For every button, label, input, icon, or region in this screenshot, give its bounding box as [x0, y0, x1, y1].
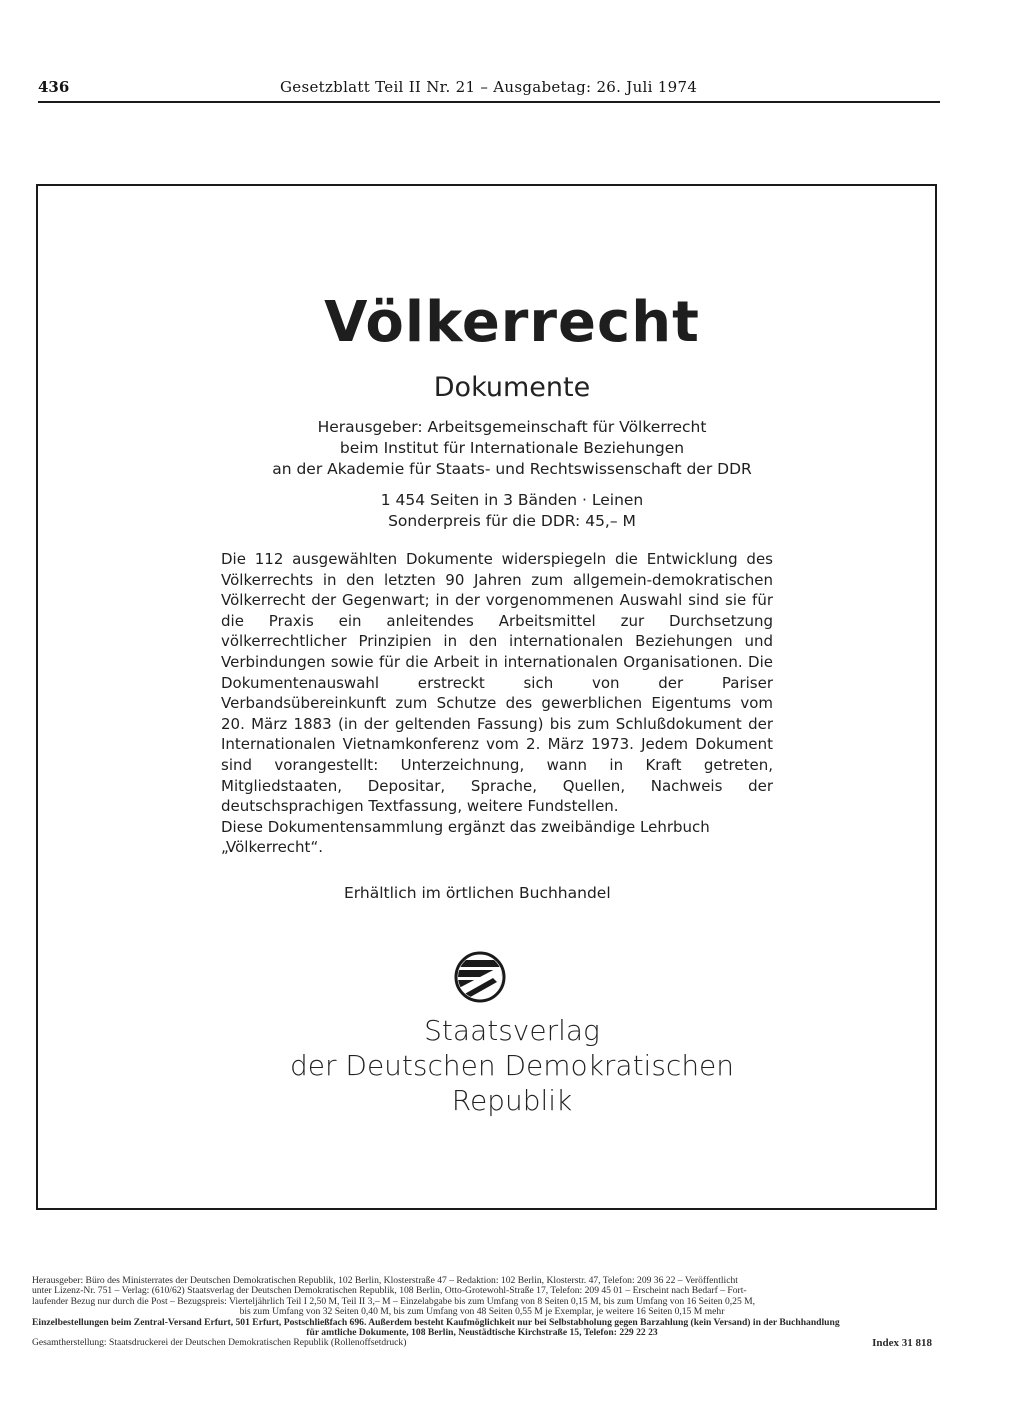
ad-editor-line: Herausgeber: Arbeitsgemeinschaft für Völkerrecht: [317, 418, 707, 436]
imprint-line: Einzelbestellungen beim Zentral-Versand Erfurt, 501 Erfurt, Postschließfach 696. Außerdem besteht Kaufmöglichkeit nur bei Selbstabholung gegen Barzahlung (kein Versand) in der Buchhandlung: [32, 1316, 840, 1328]
imprint-line: für amtliche Dokumente, 108 Berlin, Neustädtische Kirchstraße 15, Telefon: 229 22 23: [306, 1327, 658, 1339]
header-rule: [38, 101, 940, 103]
imprint-line: bis zum Umfang von 32 Seiten 0,40 M, bis zum Umfang von 48 Seiten 0,55 M je Exemplar, je weitere 16 Seiten 0,15 M mehr: [239, 1306, 725, 1318]
imprint-last-row: [32, 1338, 932, 1348]
ad-specs-block: [0, 490, 1024, 532]
ad-price: Sonderpreis für die DDR: 45,– M: [388, 512, 636, 530]
running-head: Gesetzblatt Teil II Nr. 21 – Ausgabetag: 26. Juli 1974: [280, 78, 698, 96]
imprint-line: laufender Bezug nur durch die Post – Bezugspreis: Vierteljährlich Teil I 2,50 M, Teil II 3,– M – Einzelabgabe bis zum Umfang von 8 Seiten 0,15 M, bis zum Umfang von 16 Seiten 0,25 M,: [32, 1295, 756, 1307]
ad-volume-info: 1 454 Seiten in 3 Bänden · Leinen: [380, 491, 644, 509]
ad-description-paragraph: Die 112 ausgewählten Dokumente widerspiegeln die Entwicklung des Völkerrechts in den letzten 90 Jahren zum allgemein-demokratischen Völkerrecht der Gegenwart; in der vorgenommenen Auswahl sind sie für die Praxis ein anleitendes Arbeitsmittel zur Durchsetzung völkerrechtlicher Prinzipien in den internationalen Beziehungen und Verbindungen sowie für die Arbeit in internationalen Organisationen. Die Dokumentenauswahl erstreckt sich von der Pariser Verbandsübereinkunft zum Schutze des gewerblichen Eigentums vom 20. März 1883 (in der geltenden Fassung) bis zum Schlußdokument der Internationalen Vietnamkonferenz vom 2. März 1973. Jedem Dokument sind vorangestellt: Unterzeichnung, wann in Kraft getreten, Mitgliedstaaten, Depositar, Sprache, Quellen, Nachweis der deutschsprachigen Textfassung, weitere Fundstellen.: [221, 550, 773, 816]
ad-availability: Erhältlich im örtlichen Buchhandel: [344, 884, 611, 902]
publisher-name: [0, 1013, 1024, 1118]
imprint-line: Gesamtherstellung: Staatsdruckerei der Deutschen Demokratischen Republik (Rollenoffsetdruck): [32, 1337, 407, 1349]
ad-editor-line: an der Akademie für Staats- und Rechtswissenschaft der DDR: [272, 460, 752, 478]
publisher-name-line: Republik: [451, 1084, 573, 1117]
publisher-logo-icon: [453, 950, 507, 1004]
publisher-name-line: der Deutschen Demokratischen: [289, 1049, 735, 1082]
imprint-line: Herausgeber: Büro des Ministerrates der Deutschen Demokratischen Republik, 102 Berlin, Klosterstraße 47 – Redaktion: 102 Berlin, Klosterstr. 47, Telefon: 209 36 22 – Veröffentlicht: [32, 1275, 738, 1286]
ad-editor-block: [0, 417, 1024, 480]
index-number: Index 31 818: [872, 1337, 932, 1350]
ad-description-paragraph: Diese Dokumentensammlung ergänzt das zweibändige Lehrbuch „Völkerrecht“.: [221, 817, 710, 857]
imprint: [32, 1276, 932, 1349]
ad-subtitle: Dokumente: [433, 372, 591, 403]
publisher-name-line: Staatsverlag: [424, 1014, 600, 1047]
ad-description: [221, 549, 773, 858]
ad-editor-line: beim Institut für Internationale Beziehungen: [339, 439, 685, 457]
imprint-line: unter Lizenz-Nr. 751 – Verlag: (610/62) Staatsverlag der Deutschen Demokratischen Republik, 108 Berlin, Otto-Grotewohl-Straße 17, Telefon: 209 45 01 – Erscheint nach Bedarf – Fort-: [32, 1285, 747, 1297]
ad-title: Völkerrecht: [324, 290, 700, 355]
page-number: 436: [38, 78, 70, 96]
